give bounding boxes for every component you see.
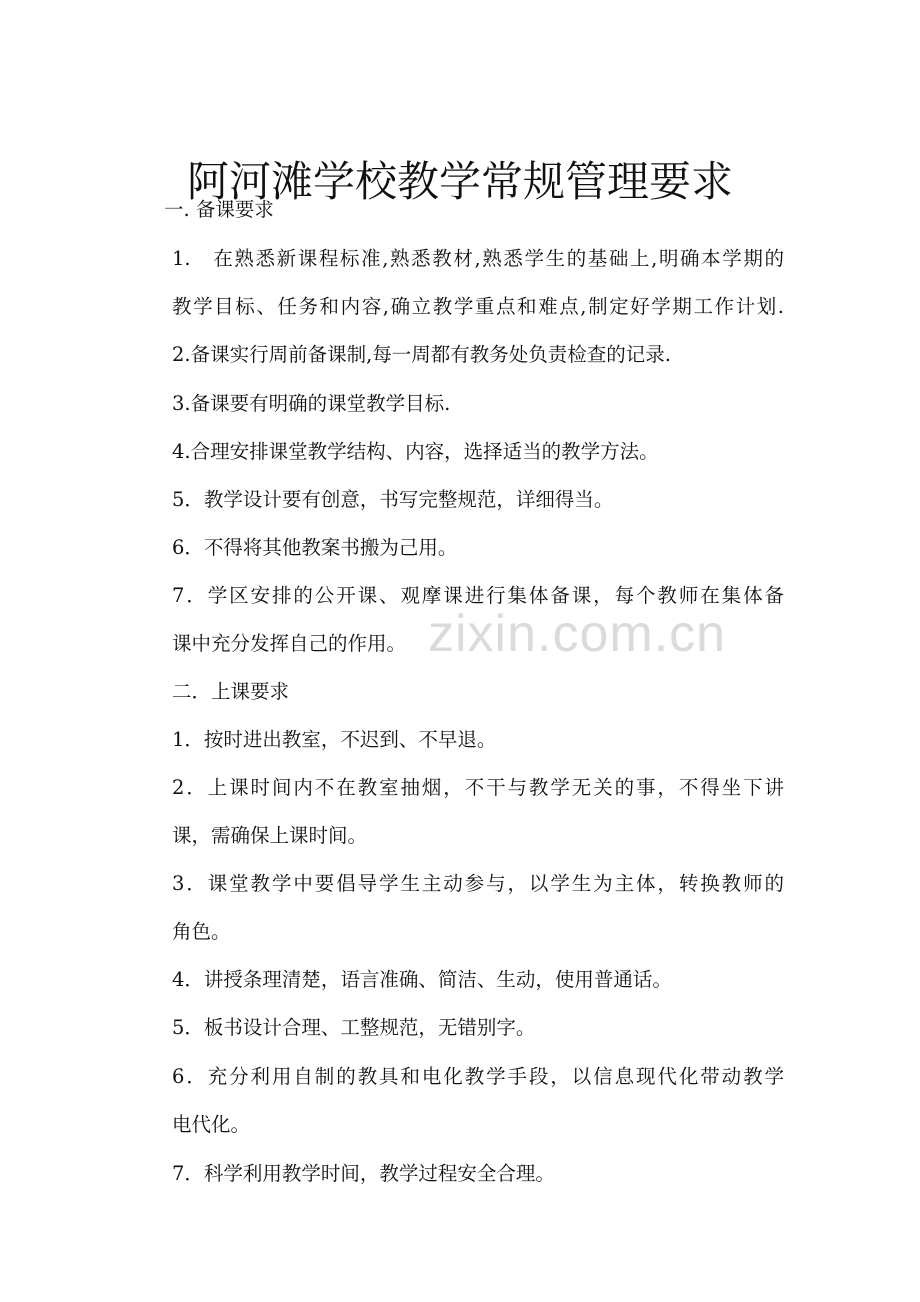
paragraph-line: 7．学区安排的公开课、观摩课进行集体备课，每个教师在集体备 — [172, 584, 784, 607]
paragraph-line: 5．教学设计要有创意，书写完整规范，详细得当。 — [172, 488, 614, 511]
paragraph-line: 电代化。 — [172, 1113, 251, 1136]
paragraph-line: 1．按时进出教室，不迟到、不早退。 — [172, 728, 497, 751]
paragraph-line: 教学目标、任务和内容,确立教学重点和难点,制定好学期工作计划. — [172, 295, 784, 318]
paragraph-line: 课中充分发挥自己的作用。 — [172, 632, 407, 655]
paragraph-line: 7．科学利用教学时间，教学过程安全合理。 — [172, 1162, 555, 1185]
paragraph-line: 3.备课要有明确的课堂教学目标. — [172, 392, 451, 415]
paragraph-line: 4.合理安排课堂教学结构、内容，选择适当的教学方法。 — [172, 440, 659, 463]
section-heading-class: 二．上课要求 — [172, 680, 290, 703]
paragraph-line: 6．不得将其他教案书搬为己用。 — [172, 536, 458, 559]
paragraph-line: 1. 在熟悉新课程标准,熟悉教材,熟悉学生的基础上,明确本学期的 — [172, 247, 784, 270]
paragraph-line: 4．讲授条理清楚，语言准确、简洁、生动，使用普通话。 — [172, 968, 672, 991]
paragraph-line: 2．上课时间内不在教室抽烟，不干与教学无关的事，不得坐下讲 — [172, 776, 784, 799]
paragraph-line: 6．充分利用自制的教具和电化教学手段，以信息现代化带动教学 — [172, 1065, 784, 1088]
section-heading-lesson-prep: 一. 备课要求 — [164, 198, 274, 221]
paragraph-line: 2.备课实行周前备课制,每一周都有教务处负责检查的记录. — [172, 343, 672, 366]
document-title: 阿河滩学校教学常规管理要求 — [186, 157, 733, 207]
watermark: zixin.com.cn — [428, 605, 727, 663]
paragraph-line: 课，需确保上课时间。 — [172, 824, 368, 847]
paragraph-line: 角色。 — [172, 920, 231, 943]
paragraph-line: 5．板书设计合理、工整规范，无错别字。 — [172, 1016, 536, 1039]
paragraph-line: 3．课堂教学中要倡导学生主动参与，以学生为主体，转换教师的 — [172, 872, 784, 895]
